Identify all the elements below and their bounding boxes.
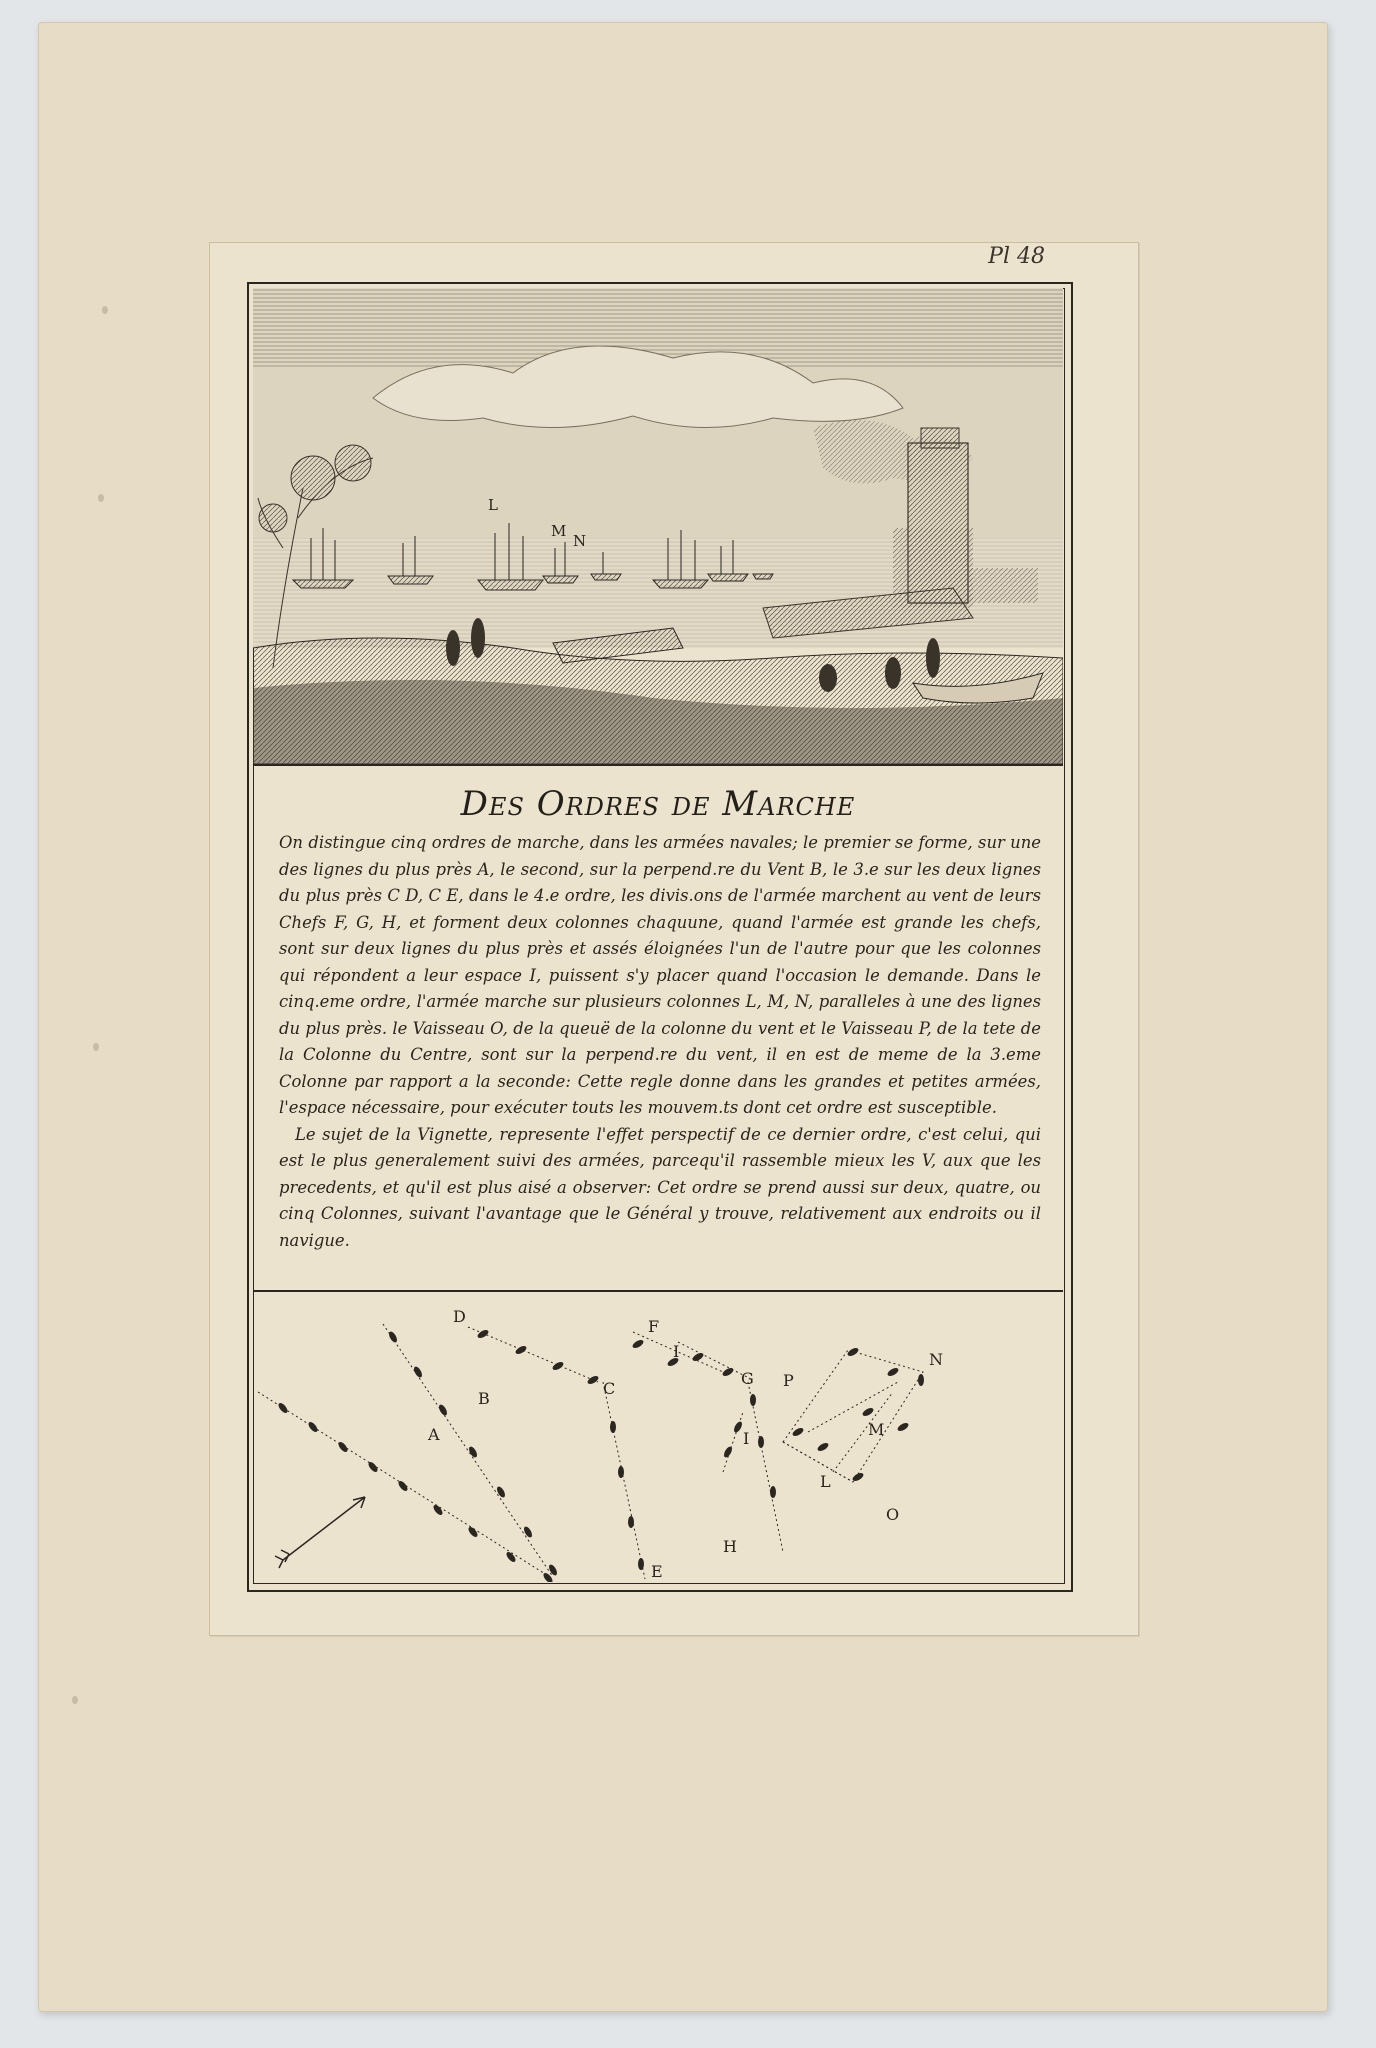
diagram-label-n: N xyxy=(929,1350,943,1369)
diagram-label-p: P xyxy=(783,1371,794,1390)
diagram-label-g: G xyxy=(741,1369,754,1388)
harbour-scene xyxy=(253,288,1063,764)
paragraph: On distingue cinq ordres de marche, dans les armées navales; le premier se forme, sur une des lignes du plus près A, le second, sur la perpend.re du Vent B, le 3.e sur les deux lignes du plus près C D, C E, dans le 4.e ordre, les divis.ons de l'armée marchent au vent de leurs Chefs F, G, H, et forment deux colonnes chaquune, quand l'armée est grande les chefs, sont sur deux lignes du plus près et assés éloignées l'un de l'autre pour que les colonnes qui répondent a leur espace I, puissent s'y placer quand l'occasion le demande. Dans le cinq.eme ordre, l'armée marche sur plusieurs colonnes L, M, N, paralleles à une des lignes du plus près. le Vaisseau O, de la queuë de la colonne du vent et le Vaisseau P, de la tete de la Colonne du Centre, sont sur la perpend.re du vent, il en est de meme de la 3.eme Colonne par rapport a la seconde: Cette regle donne dans les grandes et petites armées, l'espace nécessaire, pour exécuter touts les mouvem.ts dont cet ordre est susceptible. xyxy=(279,833,1041,1117)
paper-blemish xyxy=(98,494,104,502)
paper-blemish xyxy=(102,306,108,314)
paragraph: Le sujet de la Vignette, represente l'effet perspectif de ce dernier ordre, c'est celui, qui est le plus generalement suivi des armées, parcequ'il rassemble mieux les V, aux que les precedents, et qu'il est plus aisé a observer: Cet ordre se prend aussi sur deux, quatre, ou cinq Colonnes, suivant l'avantage que le Général y trouve, relativement aux endroits ou il navigue. xyxy=(279,1124,1041,1250)
wind-arrow-icon xyxy=(275,1497,365,1568)
vignette-label-m: M xyxy=(551,522,567,540)
page-title: Des Ordres de Marche xyxy=(460,784,856,824)
text-section xyxy=(253,770,1063,1285)
diagram-label-a: A xyxy=(428,1425,440,1444)
diagram-label-c: C xyxy=(603,1379,616,1398)
diagram-label-i-upper: I xyxy=(673,1342,680,1361)
vignette-label-n: N xyxy=(573,532,587,550)
paper-blemish xyxy=(72,1696,78,1704)
diagram-label-b: B xyxy=(478,1389,490,1408)
plate-number: Pl 48 xyxy=(988,244,1045,269)
diagram-label-m: M xyxy=(868,1420,885,1439)
diagram-label-d: D xyxy=(453,1307,466,1326)
orders-diagram xyxy=(253,1292,1063,1582)
vignette-engraving xyxy=(253,288,1063,766)
body-text xyxy=(279,830,1041,1254)
diagram-label-i-lower: I xyxy=(743,1429,750,1448)
fleet-formation-diagram xyxy=(253,1292,1063,1582)
paper-blemish xyxy=(93,1043,99,1051)
diagram-label-l: L xyxy=(820,1472,831,1491)
diagram-label-e: E xyxy=(651,1562,663,1581)
diagram-label-f: F xyxy=(648,1317,660,1336)
diagram-label-o: O xyxy=(886,1505,900,1524)
diagram-label-h: H xyxy=(723,1537,737,1556)
vignette-label-l: L xyxy=(488,496,498,514)
